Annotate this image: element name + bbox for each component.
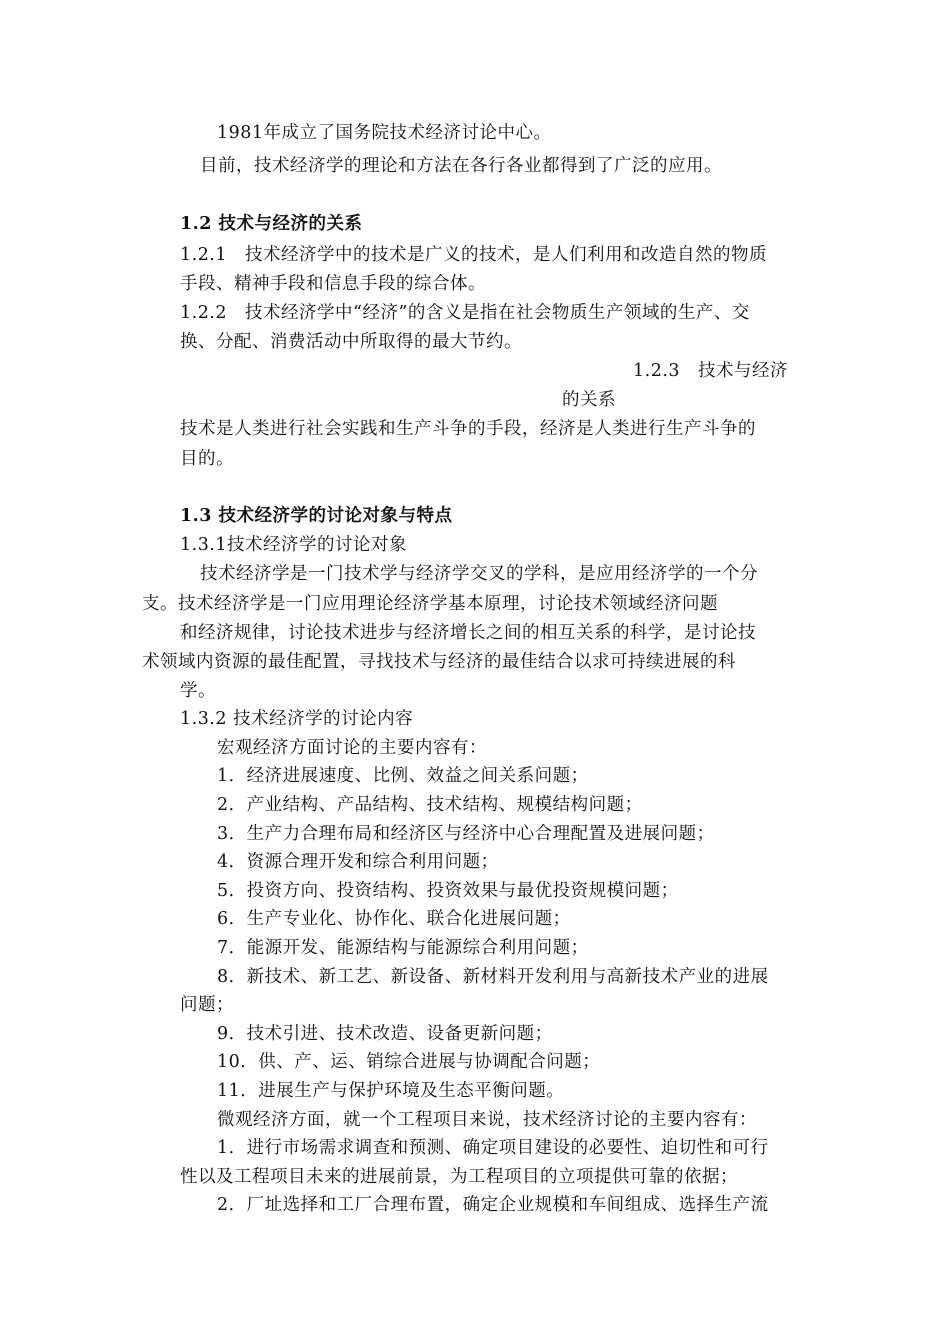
text-line: 学。 [180,681,216,701]
list-item: 1．经济进展速度、比例、效益之间关系问题； [217,766,589,786]
text-line: 1.3.2 技术经济学的讨论内容 [180,709,414,729]
list-item: 2．厂址选择和工厂合理布置，确定企业规模和车间组成、选择生产流 [217,1195,769,1215]
list-item: 5．投资方向、投资结构、投资效果与最优投资规模问题； [217,881,679,901]
list-item-continuation: 问题； [180,995,234,1015]
text-line: 1.2.2 技术经济学中“经济”的含义是指在社会物质生产领域的生产、交 [180,303,750,323]
list-item: 8．新技术、新工艺、新设备、新材料开发利用与高新技术产业的进展 [217,967,769,987]
text-line: 1981年成立了国务院技术经济讨论中心。 [217,123,552,143]
list-item: 11．进展生产与保护环境及生态平衡问题。 [217,1081,565,1101]
text-line: 支。技术经济学是一门应用理论经济学基本原理，讨论技术领域经济问题 [142,594,718,614]
list-item: 2．产业结构、产品结构、技术结构、规模结构问题； [217,795,643,815]
list-item-continuation: 性以及工程项目未来的进展前景，为工程项目的立项提供可靠的依据； [180,1167,738,1187]
text-line: 目的。 [180,449,234,469]
list-item: 1．进行市场需求调查和预测、确定项目建设的必要性、迫切性和可行 [217,1138,769,1158]
list-item: 4．资源合理开发和综合利用问题； [217,852,499,872]
list-item: 10．供、产、运、销综合进展与协调配合问题； [217,1052,601,1072]
list-item: 6．生产专业化、协作化、联合化进展问题； [217,909,571,929]
text-line: 手段、精神手段和信息手段的综合体。 [180,274,486,294]
text-line: 技术经济学是一门技术学与经济学交叉的学科，是应用经济学的一个分 [200,564,758,584]
list-item: 3．生产力合理布局和经济区与经济中心合理配置及进展问题； [217,824,715,844]
text-line: 换、分配、消费活动中所取得的最大节约。 [180,332,522,352]
text-line: 和经济规律，讨论技术进步与经济增长之间的相互关系的科学，是讨论技 [180,623,756,643]
text-line: 1.2.1 技术经济学中的技术是广义的技术，是人们利用和改造自然的物质 [180,245,768,265]
section-heading-1-2: 1.2 技术与经济的关系 [180,214,363,234]
section-heading-1-3: 1.3 技术经济学的讨论对象与特点 [180,506,453,526]
text-line: 1.2.3 技术与经济 [633,361,789,381]
text-line: 宏观经济方面讨论的主要内容有： [217,738,487,758]
list-item: 9．技术引进、技术改造、设备更新问题； [217,1024,553,1044]
text-line: 的关系 [562,390,616,410]
text-line: 技术是人类进行社会实践和生产斗争的手段，经济是人类进行生产斗争的 [180,419,756,439]
list-item: 7．能源开发、能源结构与能源综合利用问题； [217,938,589,958]
text-line: 1.3.1技术经济学的讨论对象 [180,535,408,555]
text-line: 微观经济方面，就一个工程项目来说，技术经济讨论的主要内容有： [217,1110,757,1130]
text-line: 术领域内资源的最佳配置，寻找技术与经济的最佳结合以求可持续进展的科 [142,652,736,672]
text-line: 目前，技术经济学的理论和方法在各行各业都得到了广泛的应用。 [200,156,722,176]
